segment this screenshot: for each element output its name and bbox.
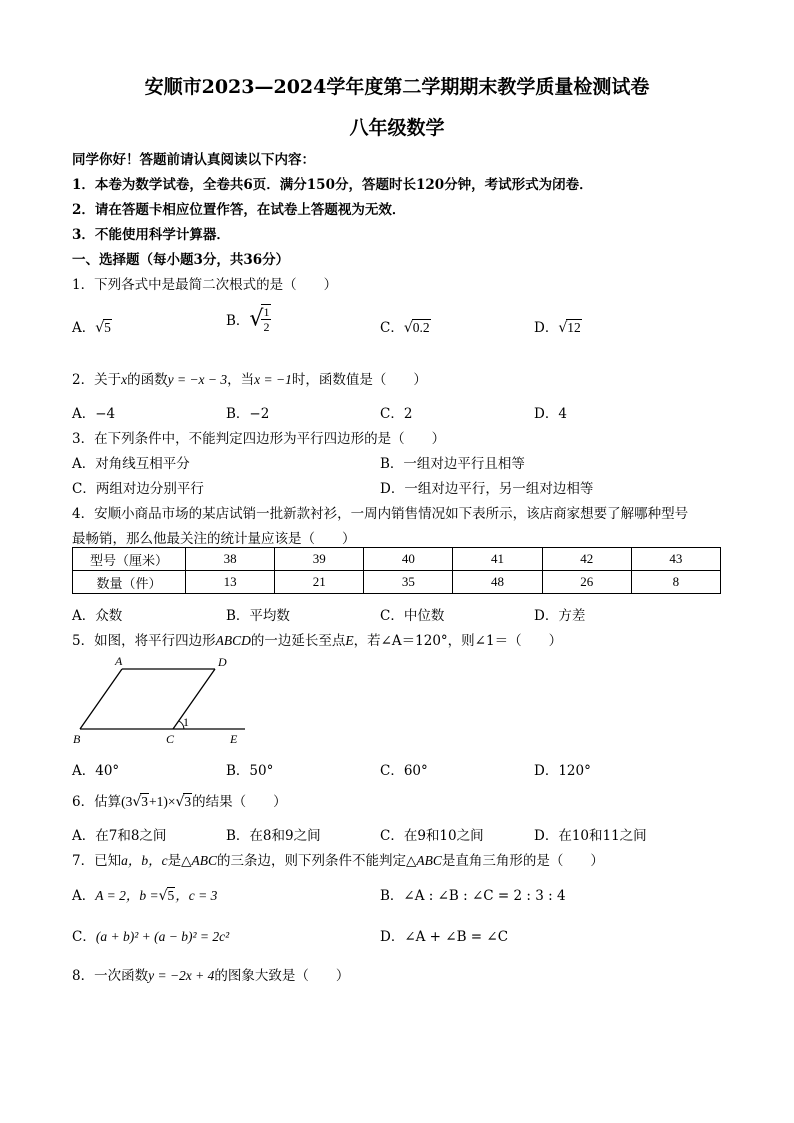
q1-option-c-label: C． <box>380 320 404 336</box>
q7-option-a: A．A = 2，b =√5，c = 3 <box>72 888 218 904</box>
q5-stem-pre: 5．如图，将平行四边形 <box>72 633 216 649</box>
q6-expr-radicand-1: 3 <box>141 794 149 809</box>
q5-stem-name: ABCD <box>215 633 251 648</box>
q5-stem-cond: ，若∠A＝120°，则∠1＝（ ） <box>353 633 563 649</box>
q6-expr-a: (3 <box>121 794 133 809</box>
q7-option-d: D．∠A + ∠B = ∠C <box>380 929 509 945</box>
q6-option-a: A．在7和8之间 <box>72 828 167 844</box>
q7-option-c-text: (a + b)² + (a − b)² = 2c² <box>95 929 230 944</box>
edge-dc <box>173 669 215 729</box>
q6-option-c: C．在9和10之间 <box>380 828 484 844</box>
q4-stem-line2: 最畅销，那么他最关注的统计量应该是（ ） <box>72 531 356 547</box>
q5-stem-point: E <box>345 633 354 648</box>
q1-option-a-radicand: 5 <box>104 320 111 335</box>
q2-option-a: A．−4 <box>72 406 116 422</box>
q6-stem-post: 的结果（ ） <box>192 794 287 810</box>
table-cell: 39 <box>275 548 364 571</box>
q4-option-d: D．方差 <box>534 608 586 624</box>
q7-stem-mid: 是△ <box>167 853 192 869</box>
q2-stem-cond: x = −1 <box>254 372 292 387</box>
exam-title: 安顺市2023—2024学年度第二学期期末教学质量检测试卷 <box>144 76 650 98</box>
point-label-c: C <box>166 732 175 746</box>
q6-expr-b: +1)× <box>149 794 176 809</box>
q7-option-c <box>72 925 229 945</box>
notice-item-1: 1．本卷为数学试卷，全卷共6页．满分150分，答题时长120分钟，考试形式为闭卷． <box>72 177 593 193</box>
table-cell: 42 <box>542 548 631 571</box>
q7-option-a-text2: ，c = 3 <box>175 888 218 903</box>
q7-option-a-label: A． <box>72 888 96 904</box>
q1-option-b-label: B． <box>226 313 250 329</box>
q8-stem <box>72 964 349 984</box>
q2-option-c: C．2 <box>380 406 413 422</box>
q3-option-b: B．一组对边平行且相等 <box>380 456 525 472</box>
notice-item-3: 3．不能使用科学计算器． <box>72 227 230 243</box>
q7-stem-vars: a，b，c <box>121 853 168 868</box>
q7-option-a-text1: A = 2，b = <box>95 888 159 903</box>
table-cell: 35 <box>364 571 453 594</box>
q4-sales-table <box>72 547 721 594</box>
q6-stem-pre: 6．估算 <box>72 794 122 810</box>
q2-option-b: B．−2 <box>226 406 270 422</box>
q8-stem-func: y = −2x + 4 <box>148 968 215 983</box>
q2-stem-when: ，当 <box>227 372 255 388</box>
q4-option-a: A．众数 <box>72 608 123 624</box>
section-heading: 一、选择题（每小题3分，共36分） <box>72 252 290 268</box>
q4-option-c: C．中位数 <box>380 608 445 624</box>
q5-option-c: C．60° <box>380 763 428 779</box>
q5-option-b: B．50° <box>226 763 274 779</box>
q5-option-d: D．120° <box>534 763 591 779</box>
exam-subtitle: 八年级数学 <box>349 117 445 139</box>
table-row <box>73 571 721 594</box>
q2-stem <box>72 368 427 388</box>
q7-stem-mid2: 的三条边，则下列条件不能判定△ <box>216 853 417 869</box>
q7-option-a-radicand: 5 <box>167 888 175 903</box>
point-label-b: B <box>73 732 81 746</box>
table-row-header-count: 数量（件） <box>73 571 186 594</box>
q2-stem-mid: 的函数 <box>127 372 168 388</box>
edge-ab <box>80 669 122 729</box>
q4-stem-line1: 4．安顺小商品市场的某店试销一批新款衬衫，一周内销售情况如下表所示，该店商家想要了解哪种型号 <box>72 506 689 522</box>
table-cell: 8 <box>631 571 720 594</box>
point-label-a: A <box>115 654 123 668</box>
q2-stem-post: 时，函数值是（ ） <box>291 372 427 388</box>
q1-option-a-label: A． <box>72 320 96 336</box>
table-cell: 38 <box>186 548 275 571</box>
q1-option-d-radicand: 12 <box>567 320 581 335</box>
q6-stem: 6．估算(3√3+1)×√3的结果（ ） <box>72 794 287 810</box>
point-label-d: D <box>218 655 227 669</box>
table-cell: 13 <box>186 571 275 594</box>
q7-stem-pre: 7．已知 <box>72 853 122 869</box>
q3-stem: 3．在下列条件中，不能判定四边形为平行四边形的是（ ） <box>72 431 446 447</box>
q6-option-d: D．在10和11之间 <box>534 828 647 844</box>
q7-stem-tri: ABC <box>191 853 217 868</box>
q5-parallelogram-figure <box>70 654 260 749</box>
q5-option-a: A．40° <box>72 763 120 779</box>
angle-label-1: 1 <box>183 715 189 729</box>
q7-stem-post: 是直角三角形的是（ ） <box>441 853 604 869</box>
table-cell: 43 <box>631 548 720 571</box>
q1-stem: 1．下列各式中是最简二次根式的是（ ） <box>72 277 338 293</box>
notice-greeting: 同学你好！答题前请认真阅读以下内容： <box>72 152 315 168</box>
table-cell: 21 <box>275 571 364 594</box>
table-cell: 48 <box>453 571 542 594</box>
point-label-e: E <box>230 732 238 746</box>
table-cell: 26 <box>542 571 631 594</box>
q6-option-b: B．在8和9之间 <box>226 828 321 844</box>
table-cell: 41 <box>453 548 542 571</box>
q3-option-c: C．两组对边分别平行 <box>72 481 204 497</box>
q8-stem-pre: 8．一次函数 <box>72 968 149 984</box>
q7-stem <box>72 849 604 869</box>
q2-stem-func: y = −x − 3 <box>167 372 228 387</box>
notice-item-2: 2．请在答题卡相应位置作答，在试卷上答题视为无效． <box>72 202 406 218</box>
table-row <box>73 548 721 571</box>
q4-option-b: B．平均数 <box>226 608 290 624</box>
q1-option-a: A．√5 <box>72 320 111 336</box>
q5-stem-mid: 的一边延长至点 <box>250 633 346 649</box>
q7-stem-tri2: ABC <box>416 853 442 868</box>
q2-option-d: D．4 <box>534 406 567 422</box>
q6-expr-radicand-2: 3 <box>184 794 192 809</box>
table-cell: 40 <box>364 548 453 571</box>
q5-stem <box>72 629 562 649</box>
q3-option-d: D．一组对边平行，另一组对边相等 <box>380 481 594 497</box>
q2-stem-var: x <box>121 372 128 387</box>
q7-option-b: B．∠A : ∠B : ∠C = 2 : 3 : 4 <box>380 888 566 904</box>
q1-option-b-denominator: 2 <box>263 320 270 334</box>
q1-option-b-numerator: 1 <box>263 305 270 319</box>
q1-option-c-radicand: 0.2 <box>412 320 430 335</box>
q2-stem-pre: 2．关于 <box>72 372 122 388</box>
q1-option-d: D．√12 <box>534 320 581 336</box>
q8-stem-post: 的图象大致是（ ） <box>214 968 350 984</box>
q1-option-d-label: D． <box>534 320 559 336</box>
q3-option-a: A．对角线互相平分 <box>72 456 190 472</box>
q1-option-b: B．√ $\frac{1}{2}$ <box>226 305 270 334</box>
table-row-header-size: 型号（厘米） <box>73 548 186 571</box>
q7-option-c-label: C． <box>72 929 96 945</box>
q1-option-c: C．√0.2 <box>380 320 430 336</box>
